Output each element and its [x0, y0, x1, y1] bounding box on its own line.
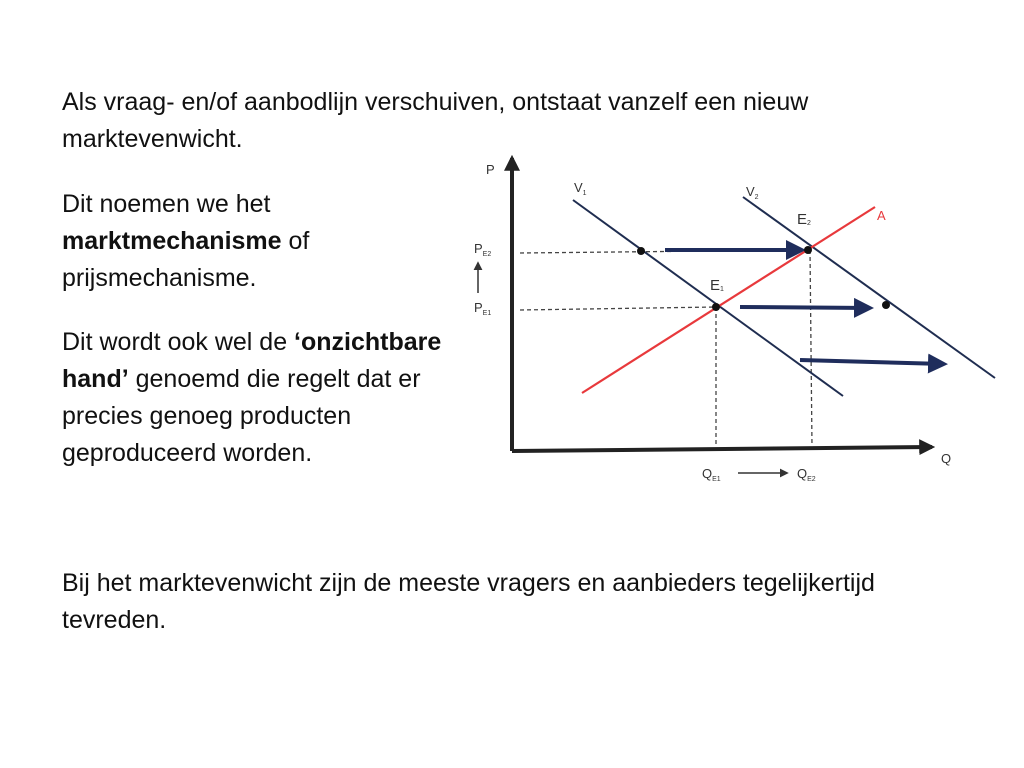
equilibrium-2-label: E2	[797, 211, 811, 228]
quantity-e2-label: $Q_{E2}$	[797, 466, 816, 483]
conclusion-text: Bij het marktevenwicht zijn de meeste vragers en aanbieders tegelijkertijd tevreden.	[62, 569, 875, 634]
price-e1-guide	[520, 307, 716, 310]
invisible-hand-text	[62, 324, 462, 472]
point-old-demand	[637, 247, 645, 255]
supply-label: A	[877, 208, 886, 223]
demand-1-label: $V_1$	[574, 180, 587, 197]
x-axis	[512, 447, 932, 451]
quantity-e1-label: $Q_{E1}$	[702, 466, 721, 483]
point-new-demand	[882, 301, 890, 309]
supply-line	[582, 207, 875, 393]
mechanism-text-start: Dit noemen we het	[62, 190, 271, 218]
demand-line-1	[573, 200, 843, 396]
mechanism-text	[62, 186, 442, 297]
invisible-hand-text-start: Dit wordt ook wel de	[62, 328, 295, 356]
invisible-hand-text-end: genoemd die regelt dat er precies genoeg producten geproduceerd worden.	[62, 365, 421, 467]
y-axis-label: P	[486, 162, 495, 177]
invisible-hand-term: ‘onzichtbare hand’	[62, 328, 442, 393]
shift-arrow-bottom	[800, 360, 944, 364]
qty-e2-guide	[810, 250, 812, 447]
mechanism-text-end: of prijsmechanisme.	[62, 227, 310, 292]
shift-arrow-middle	[740, 307, 870, 308]
price-e1-label: $P_{E1}$	[474, 300, 492, 317]
mechanism-term: marktmechanisme	[62, 227, 282, 255]
equilibrium-1-label: E1	[710, 277, 724, 294]
demand-2-label: $V_2$	[746, 184, 759, 201]
price-e2-label: $P_{E2}$	[474, 241, 492, 258]
x-axis-label: Q	[941, 451, 952, 466]
equilibrium-point-1	[712, 303, 720, 311]
intro-text: Als vraag- en/of aanbodlijn verschuiven, ontstaat vanzelf een nieuw marktevenwicht.	[62, 88, 809, 153]
market-diagram	[460, 150, 1005, 490]
equilibrium-point-2	[804, 246, 812, 254]
